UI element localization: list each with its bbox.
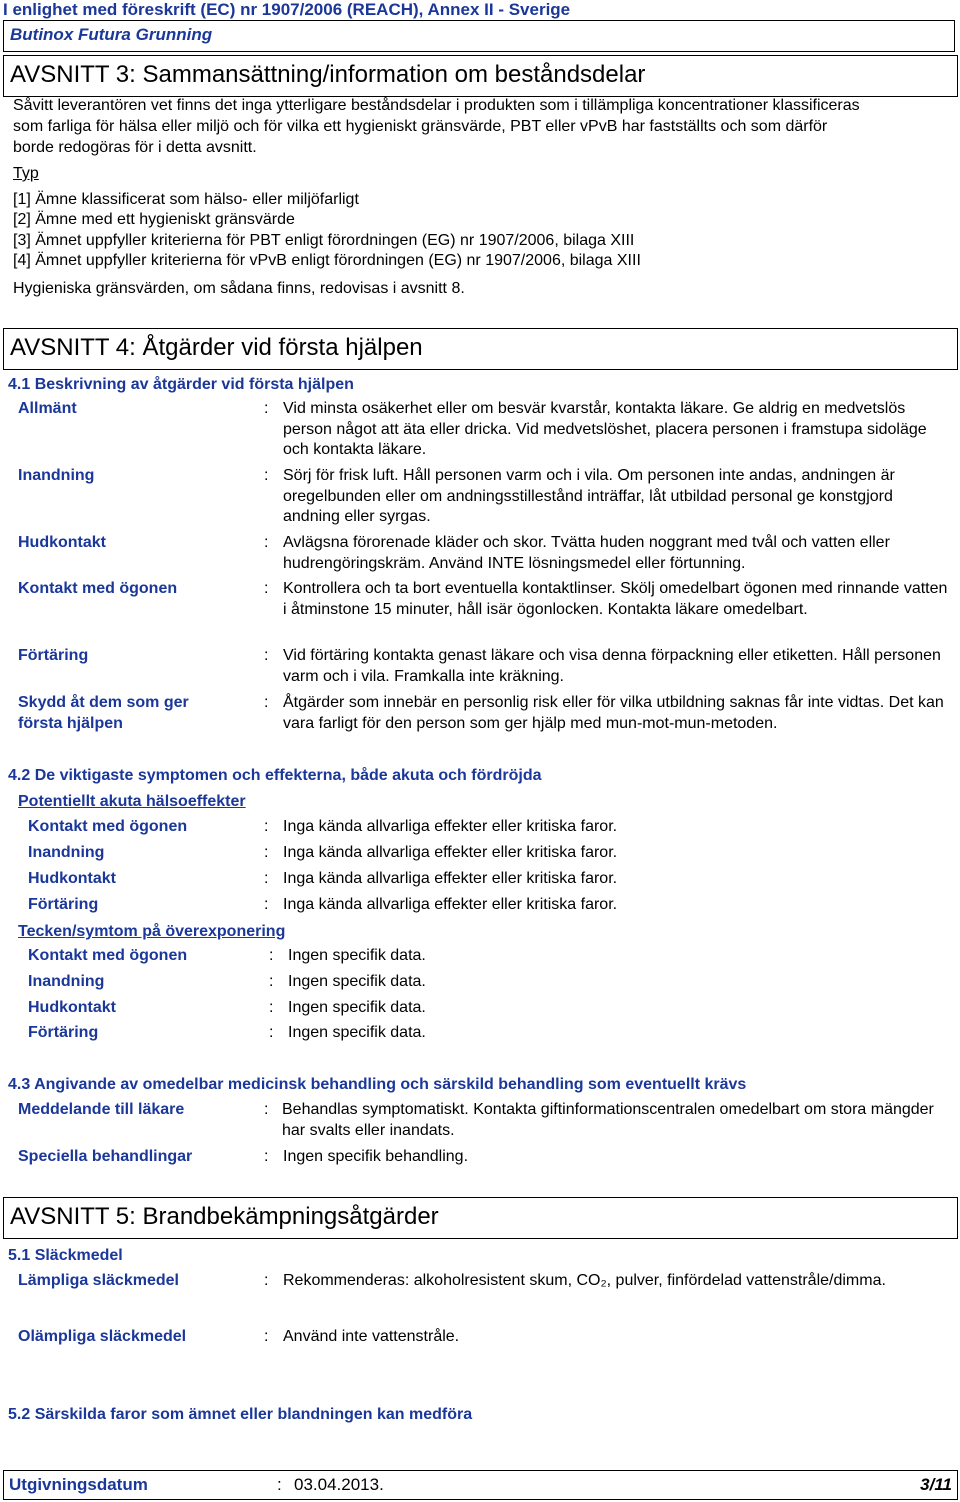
measure-label: Förtäring bbox=[18, 647, 89, 664]
subsection-5-1-title: 5.1 Släckmedel bbox=[8, 1247, 123, 1264]
section-3-intro-line-3: borde redogöras för i detta avsnitt. bbox=[13, 139, 257, 156]
measure-text: Vid minsta osäkerhet eller om besvär kvarstår, kontakta läkare. Ge aldrig en medvetslös person något att äta eller dricka. Vid medvetslöshet, placera personen i framstupa sidoläge och kontakta läkare. bbox=[283, 400, 927, 458]
measure-text: Avlägsna förorenade kläder och skor. Tvätta huden noggrant med tvål och vatten eller hudrengöringskräm. Använd INTE lösningsmedel eller förtunning. bbox=[283, 534, 890, 572]
colon: : bbox=[264, 694, 269, 711]
colon: : bbox=[264, 534, 269, 551]
doctor-note-text: Behandlas symptomatiskt. Kontakta giftinformationscentralen omedelbart om stora mängder har svalts eller inandats. bbox=[282, 1101, 934, 1139]
colon: : bbox=[277, 1475, 282, 1494]
measure-label: Kontakt med ögonen bbox=[18, 580, 178, 597]
suitable-media-text: Rekommenderas: alkoholresistent skum, CO₂, pulver, finfördelad vattenstråle/dimma. bbox=[283, 1272, 886, 1289]
type-item-3: [3] Ämnet uppfyller kriterierna för PBT enligt förordningen (EG) nr 1907/2006, bilaga XIII bbox=[13, 232, 635, 249]
sign-label: Förtäring bbox=[28, 1024, 99, 1041]
page-footer bbox=[3, 1470, 958, 1500]
measure-row bbox=[18, 466, 953, 528]
sign-label: Hudkontakt bbox=[28, 999, 116, 1016]
special-treatment-text: Ingen specifik behandling. bbox=[283, 1148, 469, 1165]
colon: : bbox=[264, 818, 269, 835]
effect-text: Inga kända allvarliga effekter eller kritiska faror. bbox=[283, 844, 618, 861]
subsection-4-2-title: 4.2 De viktigaste symptomen och effekterna, både akuta och fördröjda bbox=[8, 767, 542, 784]
section-5-title: AVSNITT 5: Brandbekämpningsåtgärder bbox=[3, 1197, 958, 1239]
sign-label: Inandning bbox=[28, 973, 105, 990]
product-name: Butinox Futura Grunning bbox=[3, 20, 955, 52]
section-3-intro-line-2: som farliga för hälsa eller miljö och för vilka ett hygieniskt gränsvärde, PBT eller vPvB har fastställts och som därför bbox=[13, 118, 828, 135]
subsection-4-3-title: 4.3 Angivande av omedelbar medicinsk behandling och särskild behandling som eventuellt krävs bbox=[8, 1076, 747, 1093]
colon: : bbox=[269, 999, 274, 1016]
special-treatment-row bbox=[18, 1147, 953, 1168]
section-3-title: AVSNITT 3: Sammansättning/information om beståndsdelar bbox=[3, 55, 958, 97]
section-4-title: AVSNITT 4: Åtgärder vid första hjälpen bbox=[3, 328, 958, 370]
measure-text: Åtgärder som innebär en personlig risk eller för vilka utbildning saknas får inte vidtas. Det kan vara farligt för den person som ger hjälp med mun-mot-mun-metoden. bbox=[283, 694, 944, 732]
colon: : bbox=[264, 1328, 269, 1345]
type-item-1: [1] Ämne klassificerat som hälso- eller miljöfarligt bbox=[13, 191, 359, 208]
effect-label: Kontakt med ögonen bbox=[28, 818, 188, 835]
colon: : bbox=[264, 1272, 269, 1289]
colon: : bbox=[269, 947, 274, 964]
suitable-media-label: Lämpliga släckmedel bbox=[18, 1272, 179, 1289]
effect-text: Inga kända allvarliga effekter eller kritiska faror. bbox=[283, 818, 618, 835]
unsuitable-media-row bbox=[18, 1327, 953, 1348]
colon: : bbox=[264, 467, 269, 484]
issue-date-label: Utgivningsdatum bbox=[9, 1475, 148, 1494]
measure-row bbox=[18, 533, 953, 575]
sign-row bbox=[28, 972, 953, 993]
colon: : bbox=[269, 1024, 274, 1041]
sign-row bbox=[28, 998, 953, 1019]
measure-label: Allmänt bbox=[18, 400, 77, 417]
measure-text: Vid förtäring kontakta genast läkare och visa denna förpackning eller etiketten. Håll personen varm och i vila. Framkalla inte kräkning. bbox=[283, 647, 941, 685]
measure-text: Kontrollera och ta bort eventuella kontaktlinser. Skölj omedelbart ögonen med rinnande vatten i åtminstone 15 minuter, håll isär ögonlocken. Kontakta läkare omedelbart. bbox=[283, 580, 948, 618]
exposure-limits-note: Hygieniska gränsvärden, om sådana finns, redovisas i avsnitt 8. bbox=[13, 280, 465, 297]
colon: : bbox=[264, 400, 269, 417]
doctor-note-label: Meddelande till läkare bbox=[18, 1101, 185, 1118]
colon: : bbox=[264, 580, 269, 597]
sign-text: Ingen specifik data. bbox=[288, 973, 426, 990]
effect-row bbox=[28, 843, 953, 864]
effect-text: Inga kända allvarliga effekter eller kritiska faror. bbox=[283, 896, 618, 913]
overexposure-title: Tecken/symtom på överexponering bbox=[18, 923, 286, 940]
subsection-5-2-title: 5.2 Särskilda faror som ämnet eller blandningen kan medföra bbox=[8, 1406, 473, 1423]
effect-label: Hudkontakt bbox=[28, 870, 116, 887]
measure-label: Inandning bbox=[18, 467, 95, 484]
subsection-4-1-title: 4.1 Beskrivning av åtgärder vid första hjälpen bbox=[8, 376, 354, 393]
effect-text: Inga kända allvarliga effekter eller kritiska faror. bbox=[283, 870, 618, 887]
colon: : bbox=[264, 870, 269, 887]
regulation-header: I enlighet med föreskrift (EC) nr 1907/2006 (REACH), Annex II - Sverige bbox=[3, 0, 571, 19]
colon: : bbox=[264, 647, 269, 664]
sign-row bbox=[28, 946, 953, 967]
effect-label: Inandning bbox=[28, 844, 105, 861]
issue-date-value: 03.04.2013. bbox=[294, 1475, 384, 1494]
measure-row bbox=[18, 579, 953, 641]
colon: : bbox=[264, 896, 269, 913]
sign-text: Ingen specifik data. bbox=[288, 947, 426, 964]
measure-row bbox=[18, 399, 953, 461]
effect-row bbox=[28, 869, 953, 890]
typ-label: Typ bbox=[13, 165, 39, 182]
section-3-intro-line-1: Såvitt leverantören vet finns det inga ytterligare beståndsdelar i produkten som i tillämpliga koncentrationer klassificeras bbox=[13, 97, 860, 114]
suitable-media-row bbox=[18, 1271, 953, 1292]
sign-text: Ingen specifik data. bbox=[288, 1024, 426, 1041]
doctor-note-row bbox=[18, 1100, 953, 1142]
type-item-2: [2] Ämne med ett hygieniskt gränsvärde bbox=[13, 211, 295, 228]
acute-effects-title: Potentiellt akuta hälsoeffekter bbox=[18, 793, 246, 810]
effect-row bbox=[28, 817, 953, 838]
measure-row bbox=[18, 646, 953, 688]
effect-row bbox=[28, 895, 953, 916]
type-item-4: [4] Ämnet uppfyller kriterierna för vPvB enligt förordningen (EG) nr 1907/2006, bilaga XIII bbox=[13, 252, 641, 269]
sign-text: Ingen specifik data. bbox=[288, 999, 426, 1016]
unsuitable-media-label: Olämpliga släckmedel bbox=[18, 1328, 187, 1345]
measure-row bbox=[18, 693, 953, 735]
colon: : bbox=[264, 1148, 269, 1165]
sign-label: Kontakt med ögonen bbox=[28, 947, 188, 964]
sign-row bbox=[28, 1023, 953, 1044]
colon: : bbox=[269, 973, 274, 990]
measure-label: Hudkontakt bbox=[18, 534, 106, 551]
page-number: 3/11 bbox=[920, 1475, 952, 1494]
unsuitable-media-text: Använd inte vattenstråle. bbox=[283, 1328, 460, 1345]
effect-label: Förtäring bbox=[28, 896, 99, 913]
special-treatment-label: Speciella behandlingar bbox=[18, 1148, 193, 1165]
colon: : bbox=[264, 844, 269, 861]
measure-label: Skydd åt dem som ger första hjälpen bbox=[18, 694, 189, 732]
colon: : bbox=[264, 1101, 269, 1118]
measure-text: Sörj för frisk luft. Håll personen varm och i vila. Om personen inte andas, andningen är oregelbunden eller om andningsstillestånd inträffar, låt utbildad personal ge konstgjord andning eller syrgas. bbox=[283, 467, 895, 525]
